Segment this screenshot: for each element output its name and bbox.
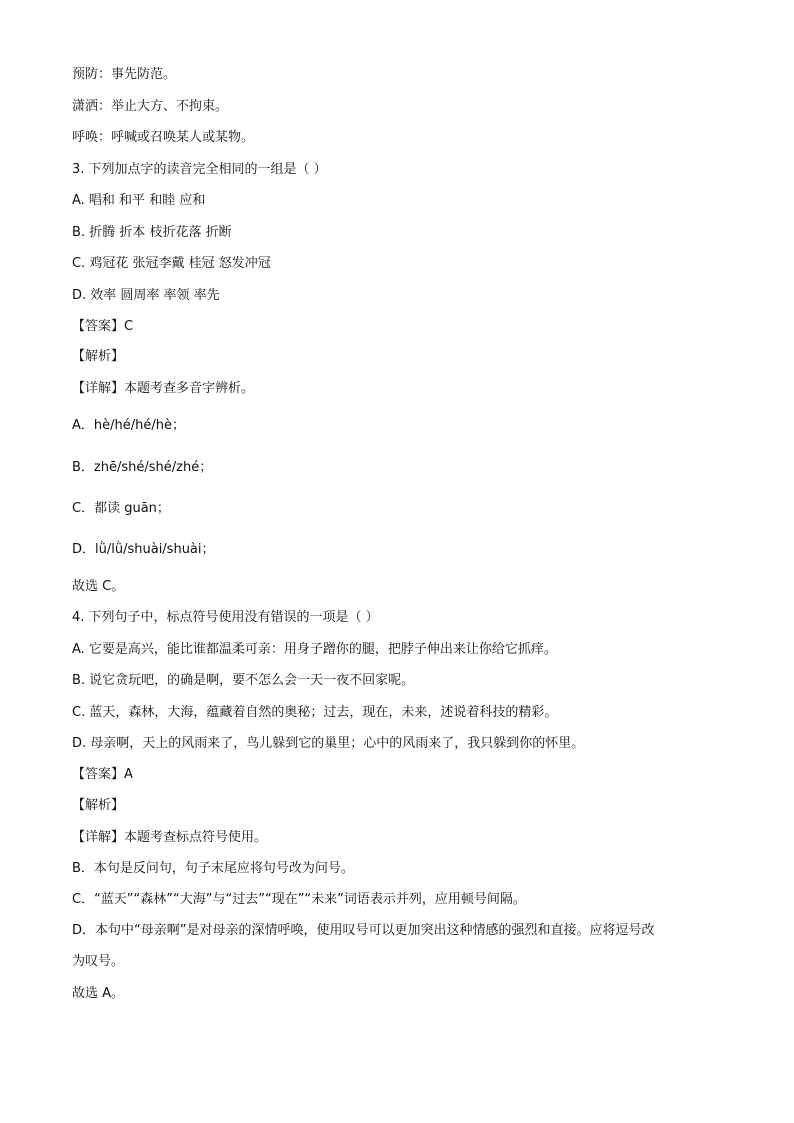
q4-option-b: B. 说它贪玩吧，的确是啊，要不怎么会一天一夜不回家呢。 bbox=[72, 673, 415, 688]
def-xiaosa: 潇洒：举止大方、不拘束。 bbox=[72, 99, 229, 114]
question-3-stem: 3. 下列加点字的读音完全相同的一组是（ ） bbox=[72, 162, 327, 177]
q4-analysis-label: 【解析】 bbox=[72, 798, 125, 813]
q4-conclusion: 故选 A。 bbox=[72, 986, 125, 1001]
q3-detail: 【详解】本题考查多音字辨析。 bbox=[72, 381, 255, 396]
q4-explain-c: C．“蓝天”“森林”“大海”与“过去”“现在”“未来”词语表示并列，应用顿号间隔。 bbox=[72, 892, 526, 907]
q3-analysis-label: 【解析】 bbox=[72, 349, 125, 364]
q4-option-c: C. 蓝天，森林，大海，蕴藏着自然的奥秘；过去，现在，未来，述说着科技的精彩。 bbox=[72, 705, 558, 720]
q4-option-a: A. 它要是高兴，能比谁都温柔可亲：用身子蹭你的腿，把脖子伸出来让你给它抓痒。 bbox=[72, 642, 557, 657]
q4-answer: 【答案】A bbox=[72, 767, 133, 782]
def-huhuan: 呼唤：呼喊或召唤某人或某物。 bbox=[72, 130, 255, 145]
q3-pinyin-a: A．hè/hé/hé/hè； bbox=[72, 418, 185, 433]
q3-conclusion: 故选 C。 bbox=[72, 579, 125, 594]
q4-explain-d: D．本句中“母亲啊”是对母亲的深情呼唤，使用叹号可以更加突出这种情感的强烈和直接。应将逗号改 bbox=[72, 923, 655, 938]
def-yufang: 预防：事先防范。 bbox=[72, 67, 177, 82]
q3-answer: 【答案】C bbox=[72, 319, 134, 334]
q3-pinyin-b: B．zhē/shé/shé/zhé； bbox=[72, 460, 213, 475]
q4-explain-b: B．本句是反问句，句子末尾应将句号改为问号。 bbox=[72, 861, 354, 876]
q3-option-d: D. 效率 圆周率 率领 率先 bbox=[72, 288, 220, 303]
q4-option-d: D. 母亲啊，天上的风雨来了，鸟儿躲到它的巢里；心中的风雨来了，我只躲到你的怀里。 bbox=[72, 736, 585, 751]
q3-pinyin-d: D．lǜ/lǜ/shuài/shuài； bbox=[72, 542, 215, 557]
q3-option-a: A. 唱和 和平 和睦 应和 bbox=[72, 193, 206, 208]
q3-option-b: B. 折腾 折本 枝折花落 折断 bbox=[72, 225, 232, 240]
q4-detail: 【详解】本题考查标点符号使用。 bbox=[72, 830, 268, 845]
q3-option-c: C. 鸡冠花 张冠李戴 桂冠 怒发冲冠 bbox=[72, 256, 271, 271]
question-4-stem: 4. 下列句子中，标点符号使用没有错误的一项是（ ） bbox=[72, 610, 379, 625]
q3-pinyin-c: C．都读 guān； bbox=[72, 501, 170, 516]
q4-explain-d-cont: 为叹号。 bbox=[72, 954, 125, 969]
